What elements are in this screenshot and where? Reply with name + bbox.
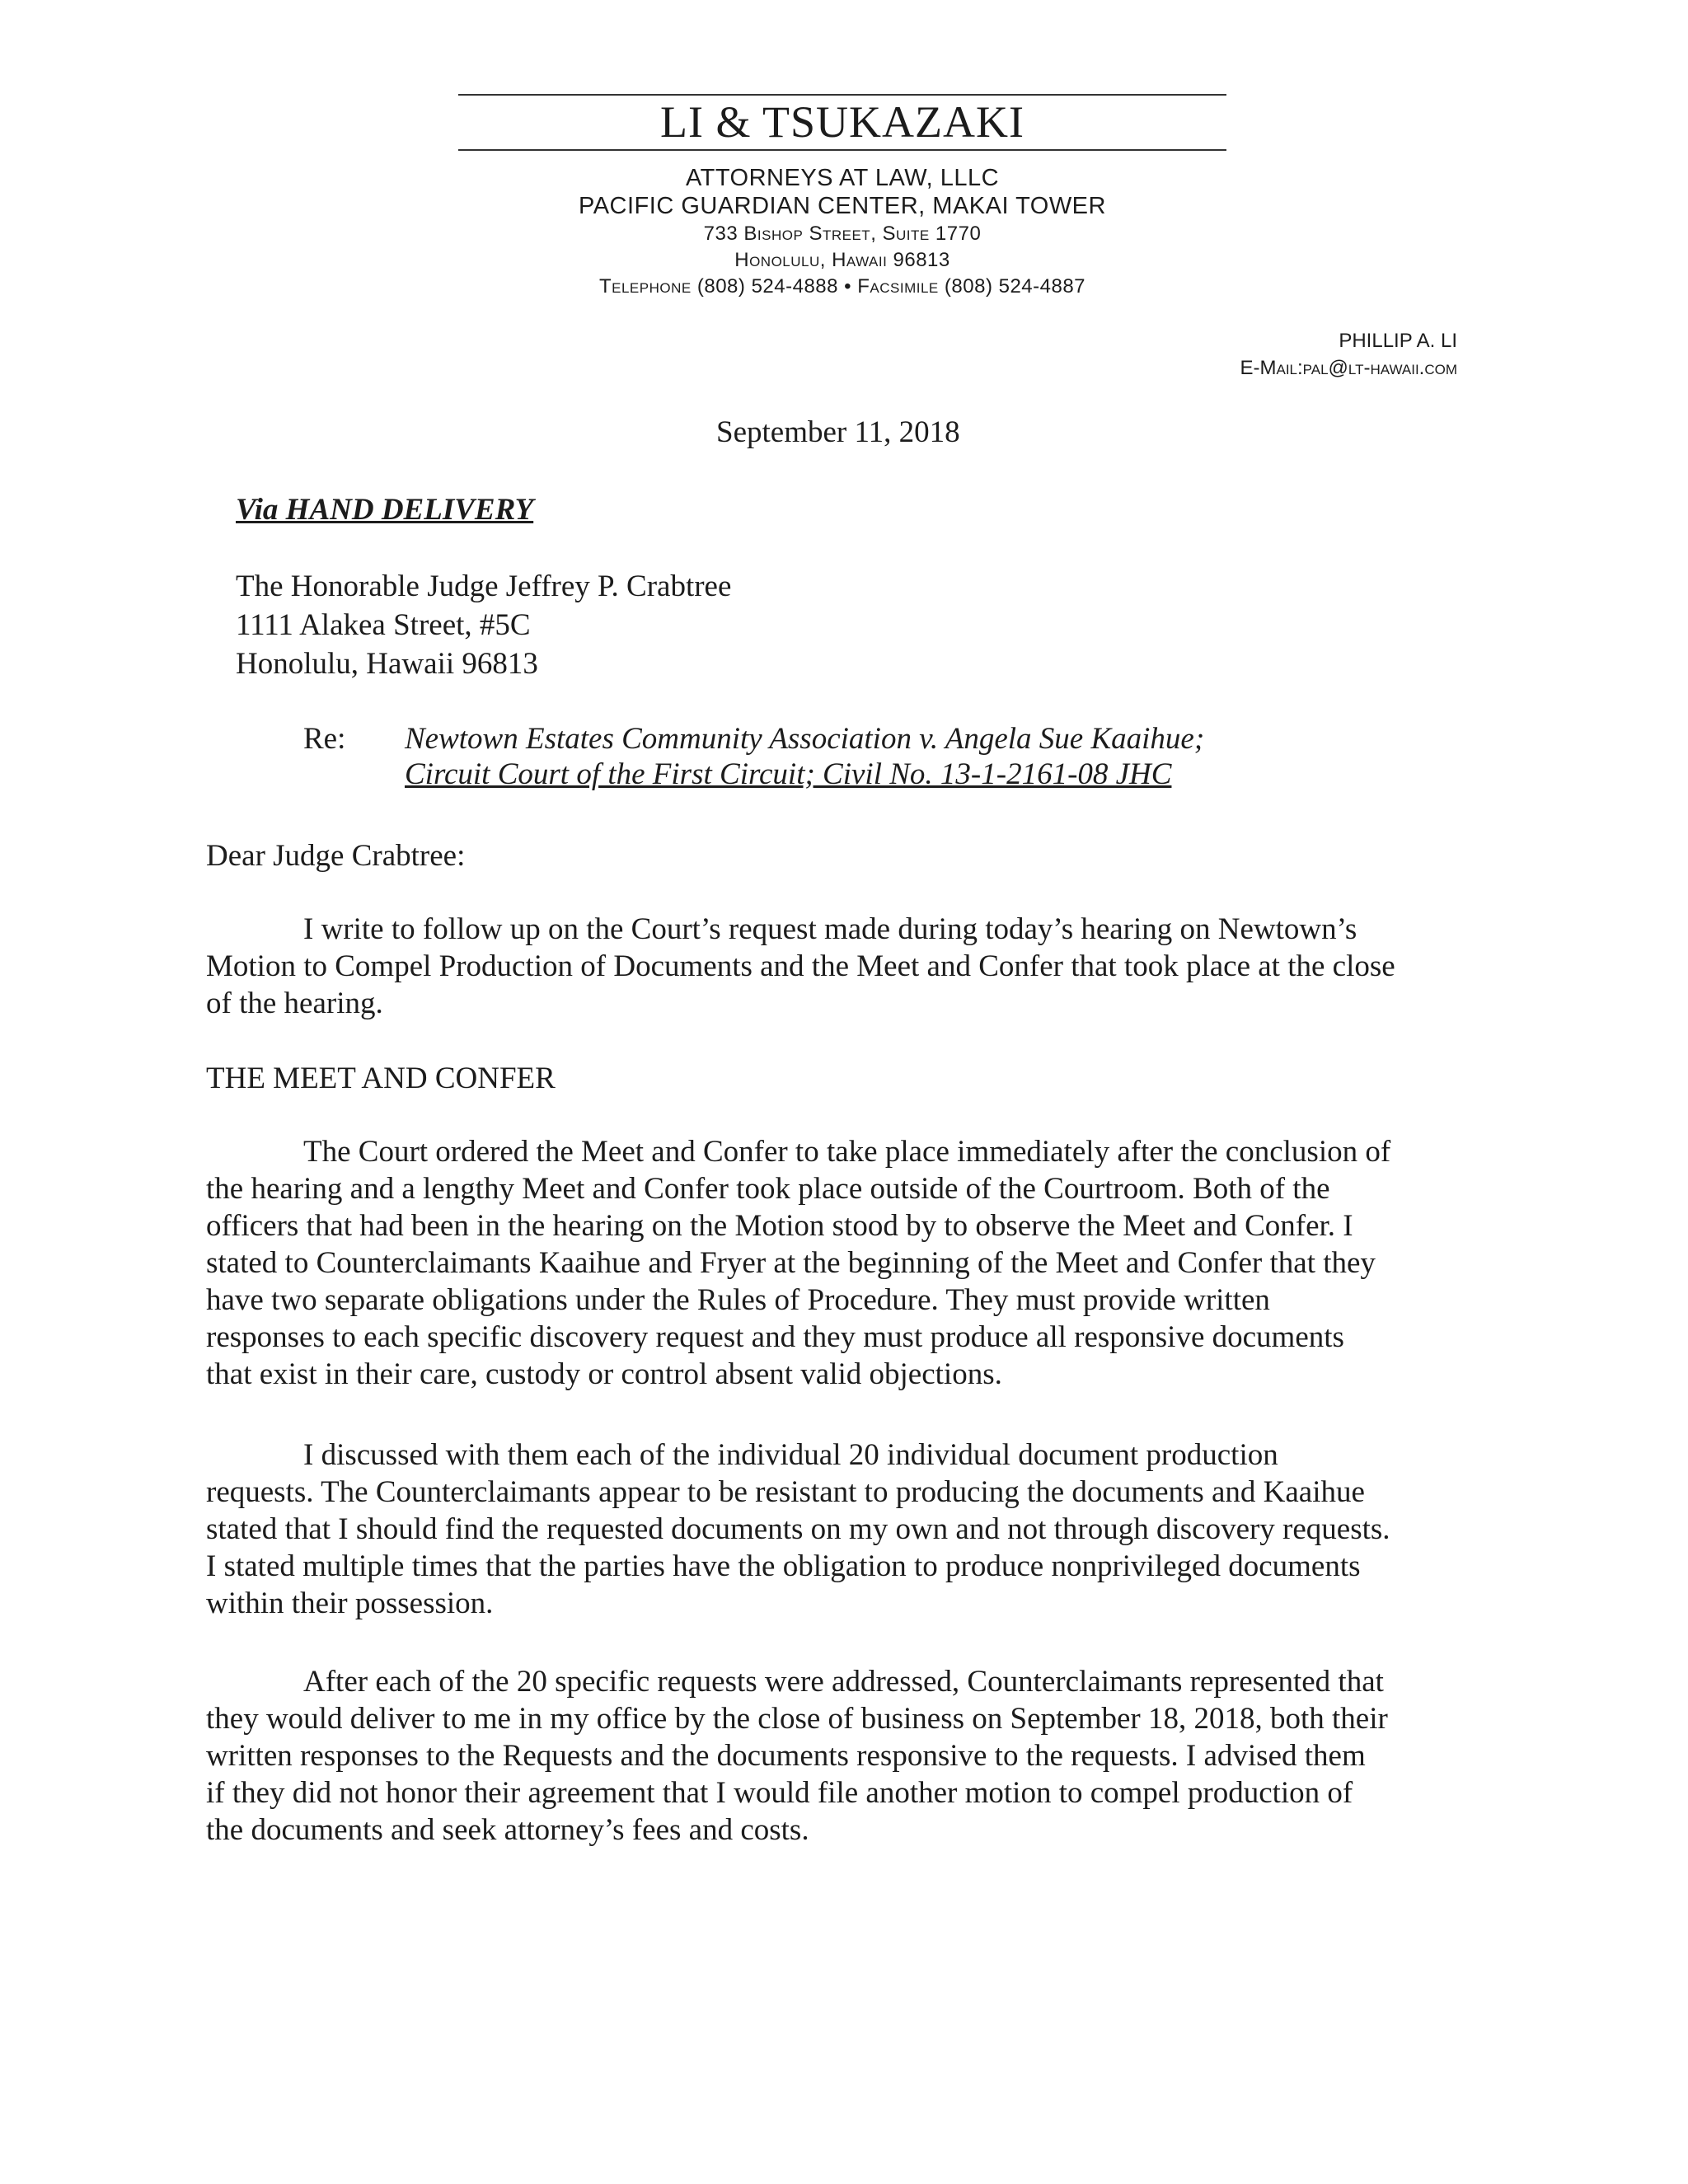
paragraph-line: The Court ordered the Meet and Confer to take place immediately after the conclusion of	[303, 1135, 1391, 1169]
firm-type: ATTORNEYS AT LAW, LLLC	[685, 165, 1000, 191]
letterhead-bottom-rule	[458, 149, 1226, 151]
delivery-method: Via HAND DELIVERY	[236, 493, 534, 527]
paragraph-line: the hearing and a lengthy Meet and Confer took place outside of the Courtroom. Both of the	[206, 1172, 1330, 1206]
sender-email: E-Mail:pal@lt-hawaii.com	[1240, 357, 1457, 379]
recipient-name: The Honorable Judge Jeffrey P. Crabtree	[236, 569, 732, 603]
paragraph-intro	[206, 911, 1500, 1022]
firm-name: LI & TSUKAZAKI	[660, 97, 1025, 147]
firm-phone-fax: Telephone (808) 524-4888 • Facsimile (808) 524-4887	[598, 275, 1086, 298]
paragraph-line: have two separate obligations under the Rules of Procedure. They must provide written	[206, 1283, 1270, 1317]
recipient-street: 1111 Alakea Street, #5C	[236, 608, 531, 642]
firm-street: 733 Bishop Street, Suite 1770	[703, 223, 982, 245]
paragraph-line: After each of the 20 specific requests were addressed, Counterclaimants represented that	[303, 1665, 1384, 1699]
firm-city: Honolulu, Hawaii 96813	[734, 249, 950, 271]
re-case-name: Newtown Estates Community Association v. Angela Sue Kaaihue;	[405, 722, 1205, 756]
paragraph-agreement	[206, 1663, 1500, 1849]
re-case-number: Circuit Court of the First Circuit; Civil No. 13-1-2161-08 JHC	[405, 757, 1172, 791]
salutation: Dear Judge Crabtree:	[206, 839, 466, 873]
re-label: Re:	[303, 722, 346, 756]
paragraph-line: requests. The Counterclaimants appear to be resistant to producing the documents and Kaaihue	[206, 1475, 1365, 1509]
paragraph-meet-confer	[206, 1133, 1500, 1393]
paragraph-requests	[206, 1436, 1500, 1622]
letter-date: September 11, 2018	[716, 415, 960, 449]
paragraph-line: stated that I should find the requested documents on my own and not through discovery requests.	[206, 1512, 1390, 1546]
paragraph-line: written responses to the Requests and the documents responsive to the requests. I advised them	[206, 1739, 1366, 1773]
paragraph-line: within their possession.	[206, 1586, 494, 1620]
letterhead-top-rule	[458, 94, 1226, 96]
firm-building: PACIFIC GUARDIAN CENTER, MAKAI TOWER	[579, 193, 1106, 219]
paragraph-line: stated to Counterclaimants Kaaihue and Fryer at the beginning of the Meet and Confer that they	[206, 1246, 1376, 1280]
section-heading: THE MEET AND CONFER	[206, 1062, 556, 1095]
paragraph-line: officers that had been in the hearing on the Motion stood by to observe the Meet and Confer. I	[206, 1209, 1353, 1243]
paragraph-line: I discussed with them each of the individual 20 individual document production	[303, 1438, 1278, 1472]
paragraph-line: I stated multiple times that the parties have the obligation to produce nonprivileged documents	[206, 1549, 1361, 1583]
recipient-city: Honolulu, Hawaii 96813	[236, 647, 538, 681]
paragraph-line: if they did not honor their agreement that I would file another motion to compel production of	[206, 1776, 1353, 1810]
paragraph-line: the documents and seek attorney’s fees and costs.	[206, 1813, 809, 1847]
paragraph-line: responses to each specific discovery request and they must produce all responsive documents	[206, 1320, 1344, 1354]
paragraph-line: they would deliver to me in my office by the close of business on September 18, 2018, both their	[206, 1702, 1388, 1736]
sender-name: PHILLIP A. LI	[1339, 330, 1457, 352]
paragraph-line: that exist in their care, custody or control absent valid objections.	[206, 1357, 1002, 1391]
paragraph-line: of the hearing.	[206, 987, 383, 1020]
paragraph-line: Motion to Compel Production of Documents and the Meet and Confer that took place at the close	[206, 949, 1395, 983]
paragraph-line: I write to follow up on the Court’s request made during today’s hearing on Newtown’s	[303, 912, 1357, 946]
